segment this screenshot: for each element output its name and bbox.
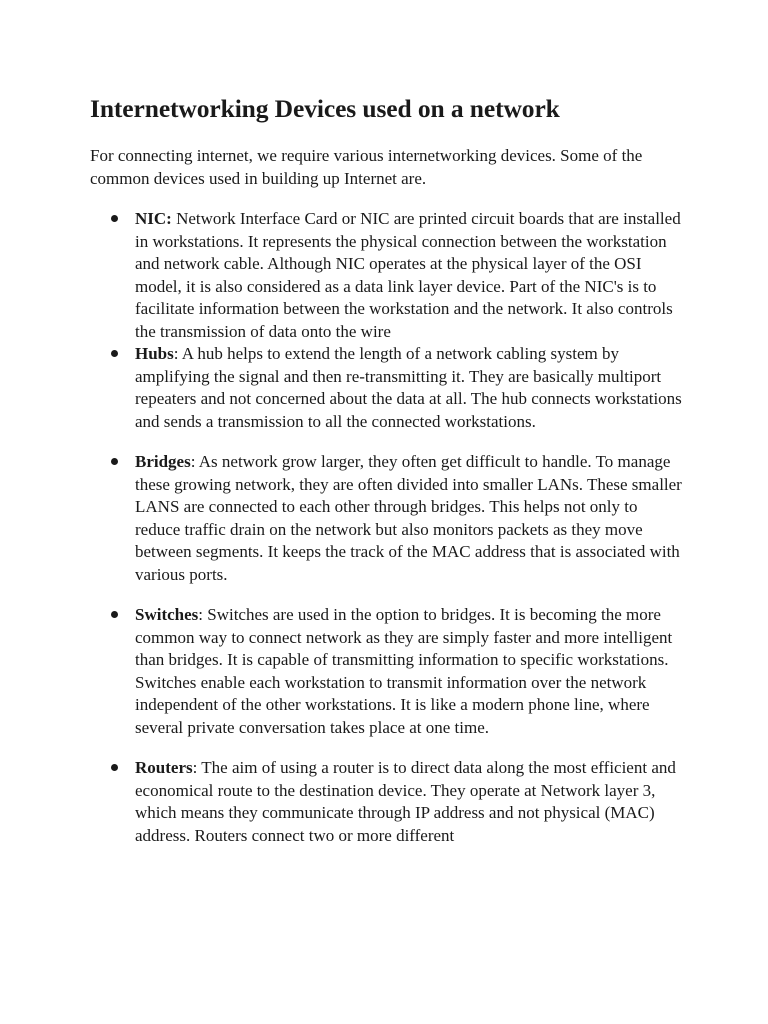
device-description: : The aim of using a router is to direct data along the most efficient and economical route to the destination device. They operate at Network layer 3, which means they communicate through IP address and not physical (MAC) address. Routers connect two or more different (135, 758, 676, 845)
device-list (90, 208, 684, 847)
bullet-icon (111, 611, 118, 618)
device-description: : Switches are used in the option to bridges. It is becoming the more common way to connect network as they are simply faster and more intelligent than bridges. It is capable of transmitting information to specific workstations. Switches enable each workstation to transmit information over the network independent of the other workstations. It is like a modern phone line, where several private conversation takes place at one time. (135, 605, 673, 737)
list-item-nic (135, 208, 684, 343)
page-title: Internetworking Devices used on a network (90, 94, 560, 123)
list-item-routers (135, 757, 684, 847)
device-description: : A hub helps to extend the length of a network cabling system by amplifying the signal and then re-transmitting it. They are basically multiport repeaters and not concerned about the data at all. The hub connects workstations and sends a transmission to all the connected workstations. (135, 344, 682, 431)
device-name: Hubs (135, 344, 174, 363)
list-item-hubs (135, 343, 684, 433)
device-name: Routers (135, 758, 193, 777)
intro-paragraph: For connecting internet, we require various internetworking devices. Some of the common devices used in building up Internet are. (90, 146, 643, 188)
device-description: Network Interface Card or NIC are printed circuit boards that are installed in workstations. It represents the physical connection between the workstation and network cable. Although NIC operates at the physical layer of the OSI model, it is also considered as a data link layer device. Part of the NIC's is to facilitate information between the workstation and the network. It also controls the transmission of data onto the wire (135, 209, 681, 341)
device-name: Bridges (135, 452, 191, 471)
bullet-icon (111, 764, 118, 771)
device-name: Switches (135, 605, 199, 624)
list-item-switches (135, 604, 684, 739)
bullet-icon (111, 215, 118, 222)
list-item-bridges (135, 451, 684, 586)
bullet-icon (111, 458, 118, 465)
device-name: NIC: (135, 209, 172, 228)
device-description: : As network grow larger, they often get difficult to handle. To manage these growing network, they are often divided into smaller LANs. These smaller LANS are connected to each other through bridges. This helps not only to reduce traffic drain on the network but also monitors packets as they move between segments. It keeps the track of the MAC address that is associated with various ports. (135, 452, 682, 584)
bullet-icon (111, 350, 118, 357)
